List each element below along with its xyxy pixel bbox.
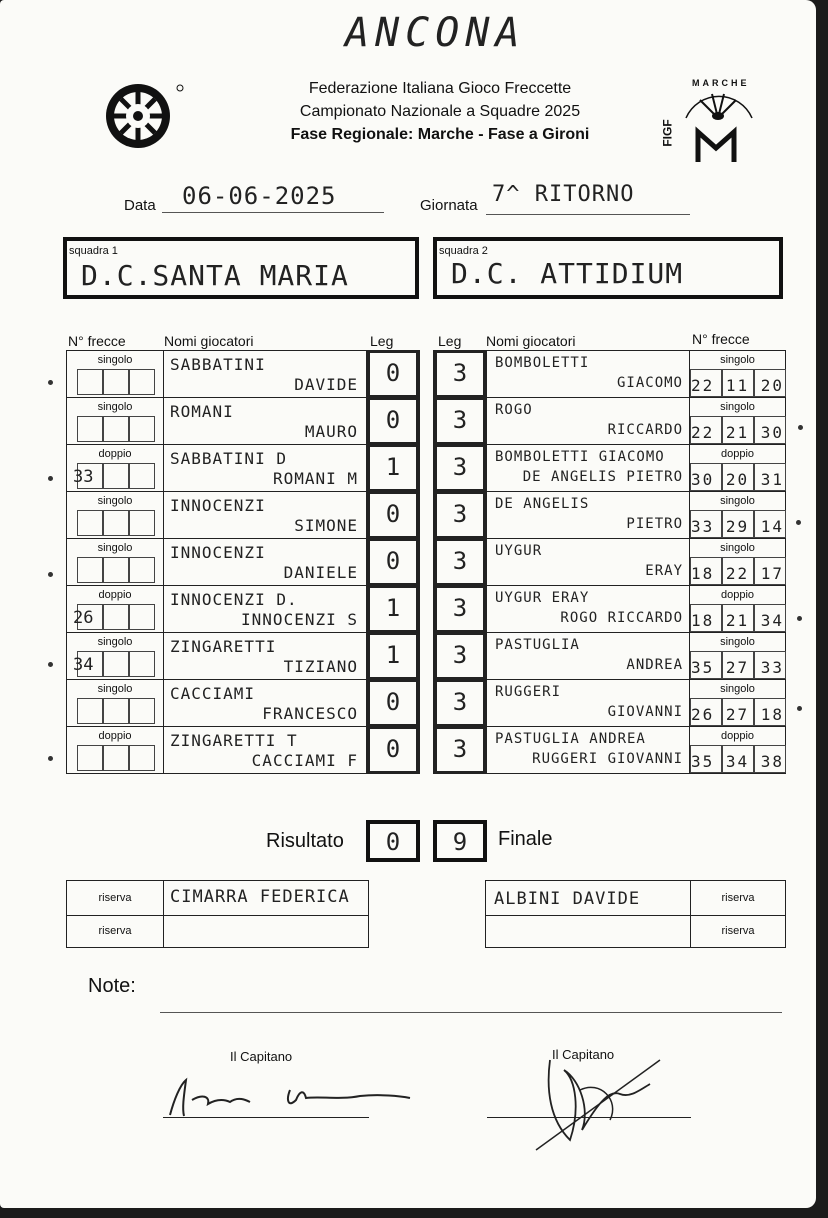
result-label: Risultato <box>266 830 344 852</box>
left-player-name-2: INNOCENZI S <box>241 610 358 629</box>
col-leg-left: Leg <box>370 333 394 349</box>
right-player-name-2: ROGO RICCARDO <box>560 610 683 626</box>
right-frecce-cell[interactable] <box>689 726 786 774</box>
right-frecce-cell[interactable] <box>689 585 786 633</box>
reserve-left-name-1[interactable]: CIMARRA FEDERICA <box>163 880 369 916</box>
margin-dot <box>797 616 802 621</box>
right-type-label: singolo <box>720 683 755 695</box>
right-leg-value: 3 <box>452 641 468 669</box>
left-leg-cell[interactable] <box>366 538 420 586</box>
left-leg-cell[interactable] <box>366 444 420 492</box>
marche-arc-text: MARCHE <box>692 78 750 88</box>
right-player-cell[interactable] <box>486 397 690 445</box>
right-player-cell[interactable] <box>486 632 690 680</box>
left-leg-value: 1 <box>385 641 401 669</box>
team1-box[interactable] <box>63 237 419 299</box>
left-player-cell[interactable] <box>163 444 367 492</box>
right-player-cell[interactable] <box>486 585 690 633</box>
right-player-name-1: DE ANGELIS <box>495 496 590 512</box>
reserve-right-label-1: riserva <box>690 880 786 916</box>
right-leg-cell[interactable] <box>433 538 487 586</box>
left-player-cell[interactable] <box>163 491 367 539</box>
right-frecce-cell[interactable] <box>689 350 786 398</box>
left-player-name-2: DANIELE <box>283 563 358 582</box>
left-type-label: doppio <box>98 589 132 601</box>
reserve-right-name-1[interactable]: ALBINI DAVIDE <box>485 880 691 916</box>
right-frecce-value: 18 22 17 <box>690 564 785 583</box>
team2-label: squadra 2 <box>439 245 488 257</box>
left-leg-cell[interactable] <box>366 350 420 398</box>
col-nomi-right: Nomi giocatori <box>486 333 576 349</box>
left-type-label: singolo <box>97 495 133 507</box>
left-frecce-value: 33 <box>73 467 94 487</box>
left-leg-value: 0 <box>385 406 401 434</box>
reserve-right-label-2: riserva <box>690 915 786 948</box>
left-frecce-cell[interactable] <box>66 585 164 633</box>
left-player-name-2: DAVIDE <box>294 375 358 394</box>
left-player-cell[interactable] <box>163 538 367 586</box>
notes-line[interactable] <box>160 1012 782 1013</box>
right-player-cell[interactable] <box>486 538 690 586</box>
right-player-name-2: GIACOMO <box>616 375 683 391</box>
left-player-name-1: INNOCENZI <box>170 543 266 562</box>
right-leg-cell[interactable] <box>433 491 487 539</box>
left-type-label: singolo <box>97 636 133 648</box>
col-leg-right: Leg <box>438 333 462 349</box>
left-leg-cell[interactable] <box>366 726 420 774</box>
left-leg-cell[interactable] <box>366 397 420 445</box>
left-player-name-1: CACCIAMI <box>170 684 256 703</box>
left-player-name-2: SIMONE <box>294 516 358 535</box>
reserve-right-name-2[interactable] <box>485 915 691 948</box>
left-leg-cell[interactable] <box>366 491 420 539</box>
right-leg-value: 3 <box>452 594 468 622</box>
left-frecce-cell[interactable] <box>66 350 164 398</box>
right-player-cell[interactable] <box>486 350 690 398</box>
left-player-cell[interactable] <box>163 350 367 398</box>
left-leg-cell[interactable] <box>366 632 420 680</box>
left-player-cell[interactable] <box>163 585 367 633</box>
right-leg-cell[interactable] <box>433 632 487 680</box>
left-leg-value: 0 <box>385 735 401 763</box>
right-player-name-2: RICCARDO <box>607 422 683 438</box>
left-player-name-1: ROMANI <box>170 402 234 421</box>
left-frecce-cell[interactable] <box>66 444 164 492</box>
reserve-left-label-2: riserva <box>66 915 164 948</box>
margin-dot <box>48 662 53 667</box>
left-frecce-cell[interactable] <box>66 726 164 774</box>
right-leg-value: 3 <box>452 406 468 434</box>
right-leg-cell[interactable] <box>433 444 487 492</box>
col-frecce-left: N° frecce <box>68 333 126 349</box>
left-player-name-1: ZINGARETTI T <box>170 731 298 750</box>
right-player-cell[interactable] <box>486 679 690 727</box>
right-player-name-2: GIOVANNI <box>607 704 683 720</box>
captain-right-signature[interactable] <box>520 1050 680 1160</box>
reserve-left-name-2[interactable] <box>163 915 369 948</box>
left-frecce-value: 26 <box>73 608 94 628</box>
team2-name: D.C. ATTIDIUM <box>451 257 684 290</box>
right-frecce-value: 22 11 20 <box>690 376 785 395</box>
reserve-left-label-1: riserva <box>66 880 164 916</box>
left-player-cell[interactable] <box>163 726 367 774</box>
left-type-label: singolo <box>97 683 133 695</box>
result-left-value: 0 <box>385 828 401 856</box>
left-player-name-2: FRANCESCO <box>262 704 358 723</box>
captain-right-label: Il Capitano <box>552 1047 615 1062</box>
right-type-label: doppio <box>720 589 755 601</box>
left-frecce-cell[interactable] <box>66 679 164 727</box>
right-player-name-1: PASTUGLIA ANDREA <box>495 731 646 747</box>
right-type-label: singolo <box>720 495 755 507</box>
right-frecce-value: 26 27 18 <box>690 705 785 724</box>
giornata-value[interactable]: 7^ RITORNO <box>492 182 635 207</box>
left-type-label: singolo <box>97 542 133 554</box>
left-leg-cell[interactable] <box>366 585 420 633</box>
right-frecce-cell[interactable] <box>689 632 786 680</box>
left-player-name-1: INNOCENZI <box>170 496 266 515</box>
right-leg-cell[interactable] <box>433 726 487 774</box>
left-leg-value: 0 <box>385 500 401 528</box>
left-leg-value: 1 <box>385 453 401 481</box>
left-player-cell[interactable] <box>163 632 367 680</box>
left-player-name-2: TIZIANO <box>283 657 358 676</box>
left-leg-cell[interactable] <box>366 679 420 727</box>
right-leg-value: 3 <box>452 453 468 481</box>
captain-left-signature[interactable] <box>160 1060 420 1120</box>
right-type-label: doppio <box>720 448 755 460</box>
right-player-name-2: RUGGERI GIOVANNI <box>532 751 683 767</box>
left-frecce-cell[interactable] <box>66 491 164 539</box>
championship-name: Campionato Nazionale a Squadre 2025 <box>299 103 581 120</box>
margin-dot <box>48 476 53 481</box>
right-frecce-value: 35 27 33 <box>690 658 785 677</box>
right-leg-value: 3 <box>452 688 468 716</box>
federation-name: Federazione Italiana Gioco Freccette <box>308 80 572 97</box>
right-player-cell[interactable] <box>486 726 690 774</box>
phase-name: Fase Regionale: Marche - Fase a Gironi <box>290 126 590 143</box>
right-leg-cell[interactable] <box>433 350 487 398</box>
right-leg-value: 3 <box>452 547 468 575</box>
date-value[interactable]: 06-06-2025 <box>182 182 337 210</box>
right-leg-cell[interactable] <box>433 585 487 633</box>
team2-box[interactable] <box>433 237 783 299</box>
col-frecce-right: N° frecce <box>692 331 750 347</box>
col-nomi-left: Nomi giocatori <box>164 333 254 349</box>
left-leg-value: 0 <box>385 359 401 387</box>
left-leg-value: 1 <box>385 594 401 622</box>
margin-dot <box>798 425 803 430</box>
notes-label: Note: <box>88 975 136 997</box>
left-player-name-1: SABBATINI <box>170 355 266 374</box>
right-frecce-value: 30 20 31 <box>690 470 785 489</box>
right-leg-value: 3 <box>452 359 468 387</box>
left-player-name-2: ROMANI M <box>272 469 358 488</box>
right-frecce-cell[interactable] <box>689 491 786 539</box>
left-leg-value: 0 <box>385 547 401 575</box>
right-frecce-cell[interactable] <box>689 679 786 727</box>
right-frecce-value: 22 21 30 <box>690 423 785 442</box>
left-frecce-cell[interactable] <box>66 538 164 586</box>
result-right-box[interactable] <box>433 820 487 862</box>
captain-left-label: Il Capitano <box>230 1049 293 1064</box>
left-player-name-2: CACCIAMI F <box>251 751 358 770</box>
right-type-label: singolo <box>720 542 755 554</box>
date-label: Data <box>124 197 156 214</box>
right-frecce-cell[interactable] <box>689 397 786 445</box>
margin-dot <box>796 520 801 525</box>
right-leg-cell[interactable] <box>433 679 487 727</box>
right-type-label: singolo <box>720 636 755 648</box>
right-leg-value: 3 <box>452 735 468 763</box>
right-type-label: singolo <box>720 354 755 366</box>
result-left-box[interactable] <box>366 820 420 862</box>
margin-dot <box>48 756 53 761</box>
left-frecce-cell[interactable] <box>66 632 164 680</box>
right-frecce-value: 33 29 14 <box>690 517 785 536</box>
left-leg-value: 0 <box>385 688 401 716</box>
right-frecce-value: 18 21 34 <box>690 611 785 630</box>
right-leg-value: 3 <box>452 500 468 528</box>
team1-name: D.C.SANTA MARIA <box>81 259 349 292</box>
left-type-label: singolo <box>97 354 133 366</box>
left-frecce-cell[interactable] <box>66 397 164 445</box>
left-player-name-2: MAURO <box>304 422 358 441</box>
left-type-label: doppio <box>98 448 132 460</box>
left-type-label: singolo <box>97 401 133 413</box>
left-frecce-value: 34 <box>73 655 94 675</box>
city-name: ANCONA <box>345 10 526 56</box>
right-type-label: doppio <box>720 730 755 742</box>
margin-dot <box>48 572 53 577</box>
right-frecce-cell[interactable] <box>689 444 786 492</box>
right-frecce-value: 35 34 38 <box>690 752 785 771</box>
left-player-cell[interactable] <box>163 679 367 727</box>
right-player-name-1: ROGO <box>495 402 533 418</box>
right-player-name-2: ERAY <box>645 563 683 579</box>
right-player-cell[interactable] <box>486 444 690 492</box>
giornata-label: Giornata <box>420 197 478 214</box>
figf-marche-logo <box>662 78 762 166</box>
result-right-value: 9 <box>452 828 468 856</box>
margin-dot <box>797 706 802 711</box>
right-player-name-1: PASTUGLIA <box>495 637 580 653</box>
right-player-name-2: PIETRO <box>626 516 683 532</box>
left-player-name-1: INNOCENZI D. <box>170 590 298 609</box>
right-player-name-1: BOMBOLETTI GIACOMO <box>495 449 665 465</box>
left-player-name-1: SABBATINI D <box>170 449 287 468</box>
right-player-name-2: ANDREA <box>626 657 683 673</box>
dartboard-logo <box>100 82 184 150</box>
right-type-label: singolo <box>720 401 755 413</box>
final-label: Finale <box>498 828 553 850</box>
left-type-label: doppio <box>98 730 132 742</box>
right-player-name-2: DE ANGELIS PIETRO <box>522 469 683 485</box>
right-player-cell[interactable] <box>486 491 690 539</box>
right-frecce-cell[interactable] <box>689 538 786 586</box>
figf-text: FIGF <box>660 119 675 147</box>
team1-label: squadra 1 <box>69 245 118 257</box>
margin-dot <box>48 380 53 385</box>
right-leg-cell[interactable] <box>433 397 487 445</box>
right-player-name-1: UYGUR ERAY <box>495 590 590 606</box>
left-player-name-1: ZINGARETTI <box>170 637 277 656</box>
right-player-name-1: UYGUR <box>495 543 543 559</box>
right-player-name-1: RUGGERI <box>495 684 562 700</box>
left-player-cell[interactable] <box>163 397 367 445</box>
right-player-name-1: BOMBOLETTI <box>495 355 590 371</box>
